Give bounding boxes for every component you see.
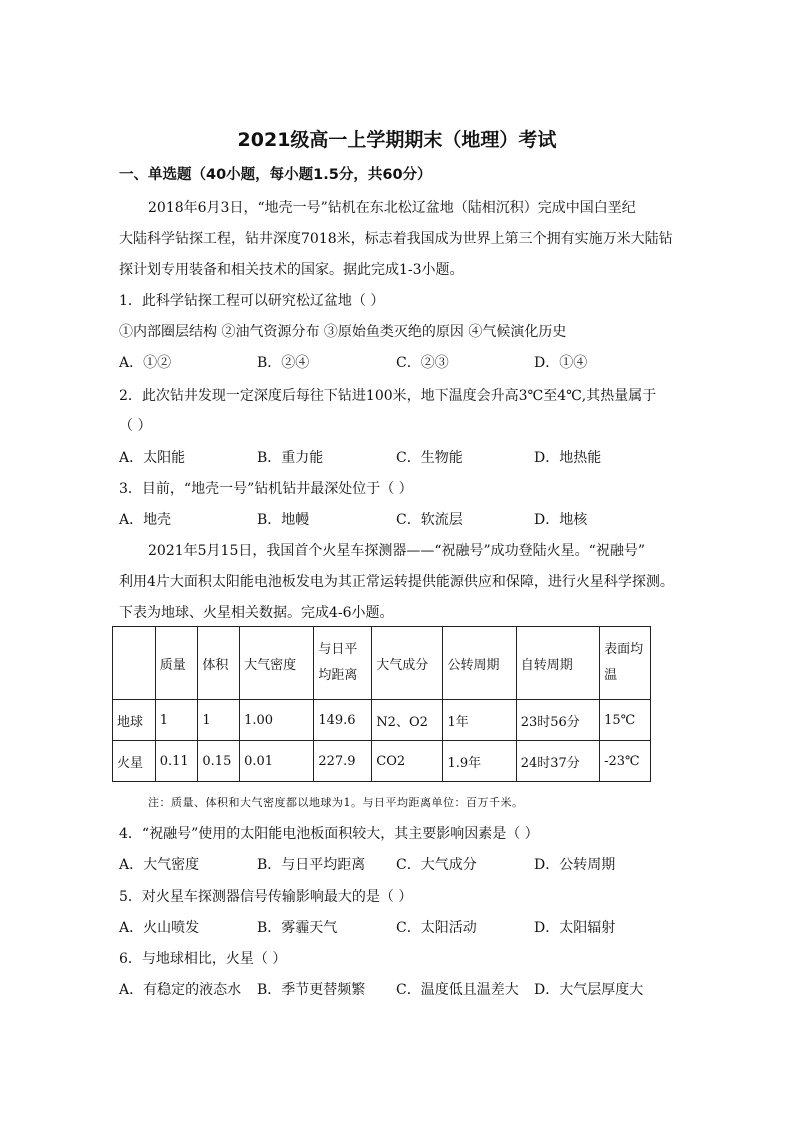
- option-d[interactable]: D．公转周期: [534, 857, 616, 873]
- passage2-line: 2021年5月15日，我国首个火星车探测器——“祝融号”成功登陆火星。“祝融号”: [148, 543, 645, 559]
- table-cell: 1: [155, 700, 198, 741]
- table-cell: CO2: [372, 741, 443, 782]
- option-c[interactable]: C．大气成分: [396, 857, 477, 873]
- table-cell: 1.00: [240, 700, 314, 741]
- option-b[interactable]: B．与日平均距离: [257, 857, 366, 873]
- question-2-stem-bracket: （ ）: [119, 418, 152, 434]
- option-a[interactable]: A．火山喷发: [119, 920, 200, 936]
- option-b[interactable]: B．季节更替频繁: [257, 982, 366, 998]
- table-header-row: [113, 627, 651, 700]
- option-c[interactable]: C．生物能: [396, 450, 463, 466]
- option-d[interactable]: D．太阳辐射: [534, 920, 616, 936]
- option-a[interactable]: A．大气密度: [119, 857, 200, 873]
- option-d[interactable]: D．①④: [534, 355, 588, 371]
- option-a[interactable]: A．①②: [119, 355, 172, 371]
- option-d[interactable]: D．大气层厚度大: [534, 982, 644, 998]
- table-cell: 24时37分: [516, 741, 599, 782]
- option-b[interactable]: B．②④: [257, 355, 310, 371]
- option-d[interactable]: D．地核: [534, 512, 588, 528]
- option-c[interactable]: C．②③: [396, 355, 449, 371]
- table-header-cell: 表面均温: [600, 627, 651, 700]
- question-1-items: ①内部圈层结构 ②油气资源分布 ③原始鱼类灭绝的原因 ④气候演化历史: [119, 324, 567, 340]
- table-header-cell: 大气成分: [372, 627, 443, 700]
- table-cell: 1: [198, 700, 240, 741]
- table-cell: 1.9年: [443, 741, 516, 782]
- option-a[interactable]: A．地壳: [119, 512, 172, 528]
- exam-title: 2021级高一上学期期末（地理）考试: [237, 129, 557, 151]
- option-d[interactable]: D．地热能: [534, 450, 602, 466]
- option-c[interactable]: C．软流层: [396, 512, 463, 528]
- question-3-stem: 3．目前，“地壳一号”钻机钻井最深处位于（ ）: [119, 481, 413, 497]
- table-header-cell: 大气密度: [240, 627, 314, 700]
- table-header-cell: 质量: [155, 627, 198, 700]
- table-cell: 227.9: [314, 741, 372, 782]
- table-header-cell: 公转周期: [443, 627, 516, 700]
- table-header-cell: 与日平均距离: [314, 627, 372, 700]
- earth-mars-table: [112, 626, 651, 782]
- question-5-stem: 5．对火星车探测器信号传输影响最大的是（ ）: [119, 889, 413, 905]
- option-b[interactable]: B．重力能: [257, 450, 324, 466]
- table-cell: -23℃: [600, 741, 651, 782]
- table-note: 注：质量、体积和大气密度都以地球为1。与日平均距离单位：百万千米。: [148, 796, 524, 809]
- table-header-cell: 自转周期: [516, 627, 599, 700]
- passage1-line: 2018年6月3日，“地壳一号”钻机在东北松辽盆地（陆相沉积）完成中国白垩纪: [148, 200, 636, 216]
- table-cell: 1年: [443, 700, 516, 741]
- option-c[interactable]: C．太阳活动: [396, 920, 477, 936]
- table-cell: N2、O2: [372, 700, 443, 741]
- table-cell: 23时56分: [516, 700, 599, 741]
- table-cell: 0.15: [198, 741, 240, 782]
- question-1-stem: 1．此科学钻探工程可以研究松辽盆地（ ）: [119, 293, 385, 309]
- option-b[interactable]: B．地幔: [257, 512, 310, 528]
- table-row: [113, 741, 651, 782]
- table-cell: 149.6: [314, 700, 372, 741]
- option-c[interactable]: C．温度低且温差大: [396, 982, 519, 998]
- table-header-cell: 体积: [198, 627, 240, 700]
- question-2-stem: 2．此次钻井发现一定深度后每往下钻进100米，地下温度会升高3℃至4℃,其热量属于: [119, 388, 657, 404]
- passage2-line: 下表为地球、火星相关数据。完成4-6小题。: [119, 605, 394, 621]
- table-cell: 地球: [113, 700, 156, 741]
- option-a[interactable]: A．太阳能: [119, 450, 186, 466]
- section-heading: 一、单选题（40小题，每小题1.5分，共60分）: [119, 167, 432, 183]
- option-a[interactable]: A．有稳定的液态水: [119, 982, 242, 998]
- table-cell: 15℃: [600, 700, 651, 741]
- passage2-line: 利用4片大面积太阳能电池板发电为其正常运转提供能源供应和保障，进行火星科学探测。: [119, 574, 674, 590]
- passage1-line: 探计划专用装备和相关技术的国家。据此完成1-3小题。: [119, 262, 464, 278]
- table-row: [113, 700, 651, 741]
- question-6-stem: 6．与地球相比，火星（ ）: [119, 951, 287, 967]
- table-header-cell: [113, 627, 156, 700]
- question-4-stem: 4．“祝融号”使用的太阳能电池板面积较大，其主要影响因素是（ ）: [119, 826, 539, 842]
- passage1-line: 大陆科学钻探工程，钻井深度7018米，标志着我国成为世界上第三个拥有实施万米大陆钻: [119, 231, 673, 247]
- option-b[interactable]: B．雾霾天气: [257, 920, 338, 936]
- table-cell: 0.11: [155, 741, 198, 782]
- table-cell: 0.01: [240, 741, 314, 782]
- table-cell: 火星: [113, 741, 156, 782]
